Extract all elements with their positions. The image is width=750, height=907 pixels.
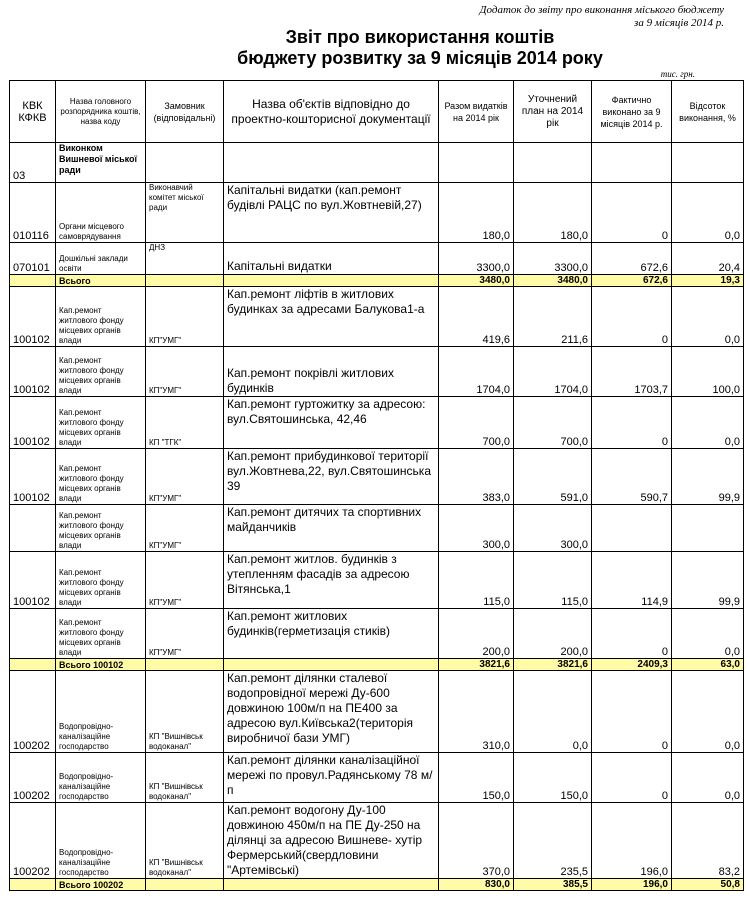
cell-manager: Водопровідно-каналізаційне господарство xyxy=(56,671,146,753)
cell-customer: КП "ТГК" xyxy=(146,397,224,449)
cell-manager: Кап.ремонт житлового фонду місцевих органів влади xyxy=(56,552,146,609)
cell-object: Кап.ремонт водогону Ду-100 довжиною 450м/п на ПЕ Ду-250 на ділянці за адресою Вишневе- хутір Фермерський(свердловини "Артемівські) xyxy=(224,803,439,879)
cell-object xyxy=(224,659,439,671)
cell-manager: Кап.ремонт житлового фонду місцевих органів влади xyxy=(56,347,146,397)
cell-planned: 383,0 xyxy=(439,449,514,505)
cell-object: Кап.ремонт ділянки сталевої водопровідної мережі Ду-600 довжиною 100м/п на ПЕ400 за адресою вул.Київська2(територія виробничої бази УМГ) xyxy=(224,671,439,753)
unit-label: тис. грн. xyxy=(660,69,695,79)
cell-percent: 0,0 xyxy=(672,609,744,659)
cell-manager: Кап.ремонт житлового фонду місцевих органів влади xyxy=(56,287,146,347)
cell-manager: Кап.ремонт житлового фонду місцевих органів влади xyxy=(56,397,146,449)
cell-percent: 0,0 xyxy=(672,287,744,347)
cell-customer: КП"УМГ" xyxy=(146,505,224,552)
cell-code: 100202 xyxy=(10,803,56,879)
cell-customer xyxy=(146,879,224,891)
cell-planned: 200,0 xyxy=(439,609,514,659)
cell-adjusted: 1704,0 xyxy=(514,347,592,397)
cell-customer: ДНЗ xyxy=(146,243,224,275)
cell-planned: 310,0 xyxy=(439,671,514,753)
cell-object: Кап.ремонт ліфтів в житлових будинках за адресами Балукова1-а xyxy=(224,287,439,347)
cell-object xyxy=(224,879,439,891)
cell-code: 100102 xyxy=(10,287,56,347)
table-row xyxy=(10,671,744,753)
report-title xyxy=(200,27,640,69)
cell-adjusted: 385,5 xyxy=(514,879,592,891)
cell-object: Капітальні видатки xyxy=(224,243,439,275)
cell-total-label: Всього xyxy=(56,275,146,287)
cell-percent: 0,0 xyxy=(672,753,744,803)
cell-code: 100102 xyxy=(10,449,56,505)
cell-manager: Кап.ремонт житлового фонду місцевих органів влади xyxy=(56,505,146,552)
cell-planned: 700,0 xyxy=(439,397,514,449)
cell-adjusted: 300,0 xyxy=(514,505,592,552)
cell-customer xyxy=(146,659,224,671)
cell-object: Кап.ремонт покрівлі житлових будинків xyxy=(224,347,439,397)
cell-customer: КП"УМГ" xyxy=(146,347,224,397)
cell-actual: 196,0 xyxy=(592,879,672,891)
cell-planned: 3300,0 xyxy=(439,243,514,275)
cell-adjusted: 180,0 xyxy=(514,183,592,243)
cell-percent xyxy=(672,143,744,183)
table-row xyxy=(10,505,744,552)
cell-actual: 672,6 xyxy=(592,275,672,287)
cell-customer xyxy=(146,275,224,287)
cell-manager: Кап.ремонт житлового фонду місцевих органів влади xyxy=(56,449,146,505)
table-row xyxy=(10,552,744,609)
cell-object: Кап.ремонт прибудинкової території вул.Жовтнева,22, вул.Святошинська 39 xyxy=(224,449,439,505)
cell-code: 100102 xyxy=(10,397,56,449)
cell-manager: Водопровідно-каналізаційне господарство xyxy=(56,803,146,879)
cell-adjusted: 211,6 xyxy=(514,287,592,347)
cell-adjusted: 3821,6 xyxy=(514,659,592,671)
cell-adjusted: 200,0 xyxy=(514,609,592,659)
table-row xyxy=(10,609,744,659)
table-row xyxy=(10,397,744,449)
table-row xyxy=(10,183,744,243)
cell-manager: Виконком Вишневої міської ради xyxy=(56,143,146,183)
cell-object: Кап.ремонт дитячих та спортивних майданчиків xyxy=(224,505,439,552)
cell-customer: КП"УМГ" xyxy=(146,609,224,659)
cell-planned: 300,0 xyxy=(439,505,514,552)
cell-adjusted: 150,0 xyxy=(514,753,592,803)
cell-adjusted: 115,0 xyxy=(514,552,592,609)
total-row xyxy=(10,659,744,671)
cell-adjusted xyxy=(514,143,592,183)
col-planned-header: Разом видатків на 2014 рік xyxy=(439,81,514,143)
cell-customer: КП "Вишнівськ водоканал" xyxy=(146,671,224,753)
report-title-line2: бюджету розвитку за 9 місяців 2014 року xyxy=(237,48,603,68)
cell-customer: Виконавчий комітет міської ради xyxy=(146,183,224,243)
col-object-header: Назва об'єктів відповідно до проектно-кошторисної документації xyxy=(224,81,439,143)
cell-actual: 590,7 xyxy=(592,449,672,505)
cell-planned: 3821,6 xyxy=(439,659,514,671)
cell-actual: 0 xyxy=(592,183,672,243)
table-header-row xyxy=(10,81,744,143)
cell-planned: 419,6 xyxy=(439,287,514,347)
cell-object xyxy=(224,275,439,287)
cell-code xyxy=(10,505,56,552)
table-row xyxy=(10,449,744,505)
cell-code: 100102 xyxy=(10,347,56,397)
cell-customer: КП"УМГ" xyxy=(146,449,224,505)
cell-customer: КП "Вишнівськ водоканал" xyxy=(146,753,224,803)
cell-actual: 0 xyxy=(592,287,672,347)
cell-planned: 370,0 xyxy=(439,803,514,879)
cell-percent xyxy=(672,505,744,552)
cell-adjusted: 3480,0 xyxy=(514,275,592,287)
cell-percent: 0,0 xyxy=(672,397,744,449)
table-row xyxy=(10,803,744,879)
cell-customer: КП"УМГ" xyxy=(146,552,224,609)
cell-total-label: Всього 100102 xyxy=(56,659,146,671)
cell-code: 010116 xyxy=(10,183,56,243)
cell-actual: 2409,3 xyxy=(592,659,672,671)
budget-table xyxy=(9,80,744,891)
cell-customer: КП"УМГ" xyxy=(146,287,224,347)
table-row xyxy=(10,243,744,275)
cell-percent: 0,0 xyxy=(672,671,744,753)
total-row xyxy=(10,275,744,287)
cell-percent: 99,9 xyxy=(672,552,744,609)
cell-object xyxy=(224,143,439,183)
report-title-line1: Звіт про використання коштів xyxy=(285,27,555,47)
cell-adjusted: 235,5 xyxy=(514,803,592,879)
appendix-note-line1: Додаток до звіту про виконання міського бюджету xyxy=(479,4,724,16)
cell-actual xyxy=(592,143,672,183)
cell-actual xyxy=(592,505,672,552)
table-row xyxy=(10,753,744,803)
cell-percent: 99,9 xyxy=(672,449,744,505)
cell-code: 100102 xyxy=(10,552,56,609)
cell-planned: 115,0 xyxy=(439,552,514,609)
col-percent-header: Відсоток виконання, % xyxy=(672,81,744,143)
cell-percent: 50,8 xyxy=(672,879,744,891)
cell-code xyxy=(10,659,56,671)
cell-planned: 830,0 xyxy=(439,879,514,891)
col-actual-header: Фактично виконано за 9 місяців 2014 р. xyxy=(592,81,672,143)
cell-total-label: Всього 100202 xyxy=(56,879,146,891)
cell-code xyxy=(10,879,56,891)
cell-actual: 672,6 xyxy=(592,243,672,275)
cell-code xyxy=(10,275,56,287)
cell-planned: 3480,0 xyxy=(439,275,514,287)
cell-actual: 196,0 xyxy=(592,803,672,879)
cell-adjusted: 3300,0 xyxy=(514,243,592,275)
cell-actual: 0 xyxy=(592,671,672,753)
appendix-note-line2: за 9 місяців 2014 р. xyxy=(634,17,724,29)
cell-percent: 83,2 xyxy=(672,803,744,879)
cell-customer xyxy=(146,143,224,183)
cell-manager: Кап.ремонт житлового фонду місцевих органів влади xyxy=(56,609,146,659)
cell-planned xyxy=(439,143,514,183)
cell-adjusted: 0,0 xyxy=(514,671,592,753)
col-adjusted-header: Уточнений план на 2014 рік xyxy=(514,81,592,143)
table-row xyxy=(10,287,744,347)
cell-object: Кап.ремонт ділянки каналізаційної мережі по провул.Радянському 78 м/п xyxy=(224,753,439,803)
cell-manager: Органи місцевого самоврядування xyxy=(56,183,146,243)
cell-planned: 180,0 xyxy=(439,183,514,243)
cell-percent: 19,3 xyxy=(672,275,744,287)
col-manager-header: Назва головного розпорядника коштів, назва коду xyxy=(56,81,146,143)
cell-code: 070101 xyxy=(10,243,56,275)
cell-manager: Водопровідно-каналізаційне господарство xyxy=(56,753,146,803)
cell-percent: 100,0 xyxy=(672,347,744,397)
cell-code xyxy=(10,609,56,659)
cell-code: 100202 xyxy=(10,753,56,803)
cell-object: Кап.ремонт житлових будинків(герметизація стиків) xyxy=(224,609,439,659)
cell-percent: 63,0 xyxy=(672,659,744,671)
table-row xyxy=(10,347,744,397)
cell-object: Кап.ремонт гуртожитку за адресою: вул.Святошинська, 42,46 xyxy=(224,397,439,449)
cell-actual: 114,9 xyxy=(592,552,672,609)
cell-percent: 20,4 xyxy=(672,243,744,275)
cell-object: Кап.ремонт житлов. будинків з утепленням фасадів за адресою Вітянська,1 xyxy=(224,552,439,609)
cell-actual: 0 xyxy=(592,609,672,659)
cell-actual: 0 xyxy=(592,397,672,449)
col-code-header: КВК КФКВ xyxy=(10,81,56,143)
table-row xyxy=(10,143,744,183)
cell-planned: 150,0 xyxy=(439,753,514,803)
cell-adjusted: 700,0 xyxy=(514,397,592,449)
total-row xyxy=(10,879,744,891)
cell-object: Капітальні видатки (кап.ремонт будівлі РАЦС по вул.Жовтневій,27) xyxy=(224,183,439,243)
cell-customer: КП "Вишнівськ водоканал" xyxy=(146,803,224,879)
col-customer-header: Замовник (відповідальні) xyxy=(146,81,224,143)
cell-manager: Дошкільні заклади освіти xyxy=(56,243,146,275)
cell-planned: 1704,0 xyxy=(439,347,514,397)
cell-code: 100202 xyxy=(10,671,56,753)
cell-percent: 0,0 xyxy=(672,183,744,243)
cell-actual: 0 xyxy=(592,753,672,803)
cell-code: 03 xyxy=(10,143,56,183)
cell-actual: 1703,7 xyxy=(592,347,672,397)
cell-adjusted: 591,0 xyxy=(514,449,592,505)
